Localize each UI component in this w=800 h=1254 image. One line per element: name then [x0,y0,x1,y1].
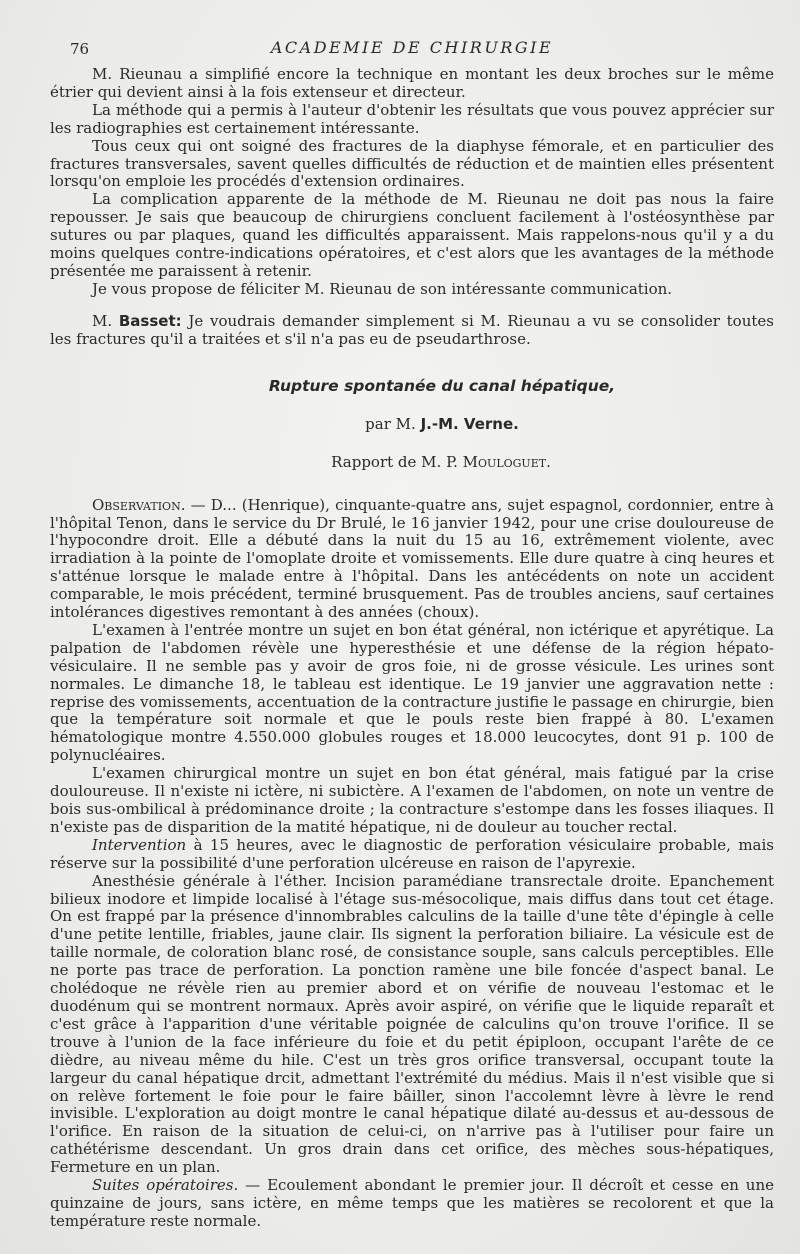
paragraph: Tous ceux qui ont soigné des fractures de la diaphyse fémorale, et en particulier des fractures transversales, savent quelles difficultés de réduction et de maintien elles présentent lorsqu'on emploie les procédés d'extension ordinaires. [50,136,774,191]
observation-section [50,497,774,1231]
paragraph: L'examen chirurgical montre un sujet en bon état général, mais fatigué par la crise douloureuse. Il n'existe ni ictère, ni subictère. A l'examen de l'abdomen, on note un ventre de bois sus-ombilical à prédominance droite ; la contracture s'estompe dans les fosses iliaques. Il n'existe pas de disparition de la matité hépatique, ni de douleur au toucher rectal. [50,764,774,836]
basset-prefix: M. [92,311,113,330]
observation-label: Observation. [92,495,186,514]
suites-text: — Ecoulement abondant le premier jour. Il décroît et cesse en une quinzaine de jours, sans ictère, en même temps que les matières se recolorent et que la température reste normale. [50,1176,774,1230]
paragraph: La complication apparente de la méthode de M. Rieunau ne doit pas nous la faire repousser. Je sais que beaucoup de chirurgiens concluent facilement à l'ostéosynthèse par sutures ou par plaques, quand les difficultés apparaissent. Mais rappelons-nous qu'il y a du moins quelques contre-indications opératoires, et c'est alors que les avantages de la méthode présentée me paraissent à retenir. [50,190,774,280]
observation-paragraph [50,497,774,622]
article-title: Rupture spontanée du canal hépatique, [268,376,616,395]
page-number: 76 [70,40,90,58]
byline-author: J.-M. Verne. [420,414,519,433]
suites-label: Suites opératoires. [92,1176,239,1195]
suites-paragraph [50,1177,774,1231]
report-line [108,453,774,471]
basset-speaker: Basset: [118,311,182,330]
paragraph: M. Rieunau a simplifié encore la technique en montant les deux broches sur le même étrier qui devient ainsi à la fois extenseur et directeur. [50,65,774,101]
paragraph: Anesthésie générale à l'éther. Incision paramédiane transrectale droite. Epanchement bilieux inodore et limpide localisé à l'étage sus-mésocolique, mais diffus dans tout cet étage. On est frappé par la présence d'innombrables calculins de la taille d'une tête d'épingle à celle d'une petite lentille, friables, jaune clair. Ils signent la perforation biliaire. La vésicule est de taille normale, de coloration blanc rosé, de consistance souple, sans calculs perceptibles. Elle ne porte pas trace de perforation. La ponction ramène une bile foncée d'aspect banal. Le cholédoque ne révèle rien au premier abord et on vérifie de nouveau l'estomac et le duodénum qui se montrent normaux. Après avoir aspiré, on vérifie que le liquide reparaît et c'est grâce à l'apparition d'une véritable poignée de calculins qu'on trouve l'orifice. Il se trouve à l'union de la face inférieure du foie et du petit épiploon, occupant l'arête de ce dièdre, au niveau même du hile. C'est un très gros orifice transversal, occupant toute la largeur du canal hépatique drcit, admettant l'extrémité du médius. Mais il n'est visible que si on relève fortement le foie pour le faire bâiller, sinon l'accolemnt lèvre à lèvre le rend invisible. L'exploration au doigt montre le canal hépatique dilaté au-dessus et au-dessous de l'orifice. En raison de la situation de celui-ci, on n'arrive pas à l'utiliser pour faire un cathétérisme descendant. Un gros drain dans cet orifice, des mèches sous-hépatiques, Fermeture en un plan. [50,871,774,1177]
report-prefix: Rapport de M. P. [331,452,458,471]
observation-text: — D... (Henrique), cinquante-quatre ans, sujet espagnol, cordonnier, entre à l'hôpital Tenon, dans le service du Dr Brulé, le 16 janvier 1942, pour une crise douloureuse de l'hypocondre droit. Elle a débuté dans la nuit du 15 au 16, extrêmement violente, avec irradiation à la pointe de l'omoplate droite et vomissements. Elle dure quatre à cinq heures et s'atténue lorsque le malade entre à l'hôpital. Dans les antécédents on note un accident comparable, le mois précédent, terminé brusquement. Pas de troubles anciens, sauf certaines intolérances digestives remontant à des années (choux). [50,495,774,622]
page-header [50,38,774,66]
article-byline [110,415,774,433]
intervention-paragraph [50,837,774,873]
basset-remark [50,313,774,349]
paragraph: La méthode qui a permis à l'auteur d'obtenir les résultats que vous pouvez apprécier sur les radiographies est certainement intéressante. [50,100,774,137]
paragraph: L'examen à l'entrée montre un sujet en bon état général, non ictérique et apyrétique. La palpation de l'abdomen révèle une hyperesthésie et une défense de la région hépato-vésiculaire. Il ne semble pas y avoir de gros foie, ni de grosse vésicule. Les urines sont normales. Le dimanche 18, le tableau est identique. Le 19 janvier une aggravation nette : reprise des vomissements, accentuation de la contracture justifie le passage en chirurgie, bien que la température soit normale et que le pouls reste bien frappé à 80. L'examen hématologique montre 4.550.000 globules rouges et 18.000 leucocytes, dont 91 p. 100 de polynucléaires. [50,620,774,765]
running-title: ACADEMIE DE CHIRURGIE [270,38,554,57]
report-author: Mouloguet. [462,452,551,471]
byline-prefix: par M. [365,414,416,433]
paragraph: Je vous propose de féliciter M. Rieunau de son intéressante communication. [92,279,673,298]
basset-text: Je voudrais demander simplement si M. Rieunau a vu se consolider toutes les fractures qu'il a traitées et s'il n'a pas eu de pseudarthrose. [50,311,774,348]
body-text [50,66,774,349]
intervention-text: à 15 heures, avec le diagnostic de perforation vésiculaire probable, mais réserve sur la possibilité d'une perforation ulcéreuse en raison de l'apyrexie. [50,835,774,872]
intervention-label: Intervention [92,835,187,854]
